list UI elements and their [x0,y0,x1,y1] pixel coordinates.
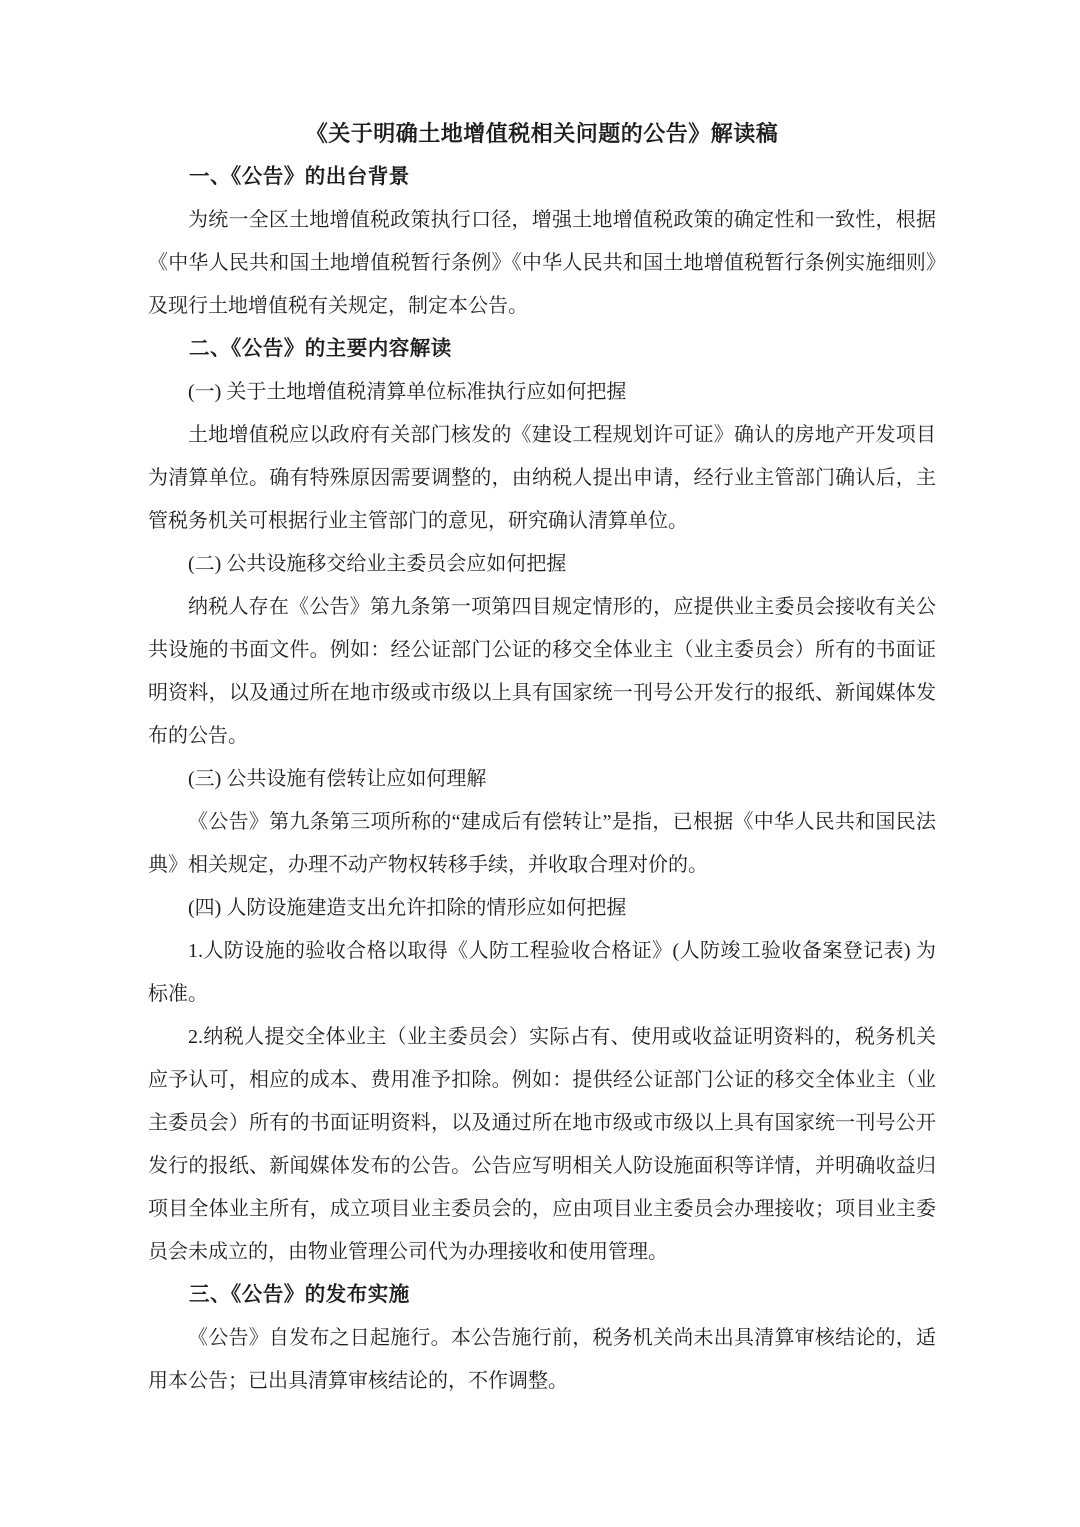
section-heading-implementation: 三、《公告》的发布实施 [189,1284,410,1306]
paragraph-implementation: 《公告》自发布之日起施行。本公告施行前，税务机关尚未出具清算审核结论的，适用本公告；已出具清算审核结论的，不作调整。 [148,1327,936,1392]
paragraph-subsection-3: 《公告》第九条第三项所称的“建成后有偿转让”是指，已根据《中华人民共和国民法典》相关规定，办理不动产物权转移手续，并收取合理对价的。 [148,811,936,876]
subsection-heading-4: (四) 人防设施建造支出允许扣除的情形应如何把握 [188,897,627,919]
document-page [148,112,936,1403]
subsection-heading-1: (一) 关于土地增值税清算单位标准执行应如何把握 [188,381,627,403]
paragraph-background: 为统一全区土地增值税政策执行口径，增强土地增值税政策的确定性和一致性，根据《中华人民共和国土地增值税暂行条例》《中华人民共和国土地增值税暂行条例实施细则》及现行土地增值税有关规定，制定本公告。 [148,209,936,317]
subsection-heading-3: (三) 公共设施有偿转让应如何理解 [188,768,487,790]
section-heading-main-content: 二、《公告》的主要内容解读 [189,338,452,360]
subsection-heading-2: (二) 公共设施移交给业主委员会应如何把握 [188,553,567,575]
document-title: 《关于明确土地增值税相关问题的公告》解读稿 [305,121,779,146]
paragraph-subsection-4-item-1: 1.人防设施的验收合格以取得《人防工程验收合格证》(人防竣工验收备案登记表) 为标准。 [148,940,936,1005]
paragraph-subsection-4-item-2: 2.纳税人提交全体业主（业主委员会）实际占有、使用或收益证明资料的，税务机关应予认可，相应的成本、费用准予扣除。例如：提供经公证部门公证的移交全体业主（业主委员会）所有的书面证明资料，以及通过所在地市级或市级以上具有国家统一刊号公开发行的报纸、新闻媒体发布的公告。公告应写明相关人防设施面积等详情，并明确收益归项目全体业主所有，成立项目业主委员会的，应由项目业主委员会办理接收；项目业主委员会未成立的，由物业管理公司代为办理接收和使用管理。 [148,1026,936,1263]
section-heading-background: 一、《公告》的出台背景 [189,166,410,188]
paragraph-subsection-2: 纳税人存在《公告》第九条第一项第四目规定情形的，应提供业主委员会接收有关公共设施的书面文件。例如：经公证部门公证的移交全体业主（业主委员会）所有的书面证明资料，以及通过所在地市级或市级以上具有国家统一刊号公开发行的报纸、新闻媒体发布的公告。 [148,596,936,747]
paragraph-subsection-1: 土地增值税应以政府有关部门核发的《建设工程规划许可证》确认的房地产开发项目为清算单位。确有特殊原因需要调整的，由纳税人提出申请，经行业主管部门确认后，主管税务机关可根据行业主管部门的意见，研究确认清算单位。 [148,424,936,532]
